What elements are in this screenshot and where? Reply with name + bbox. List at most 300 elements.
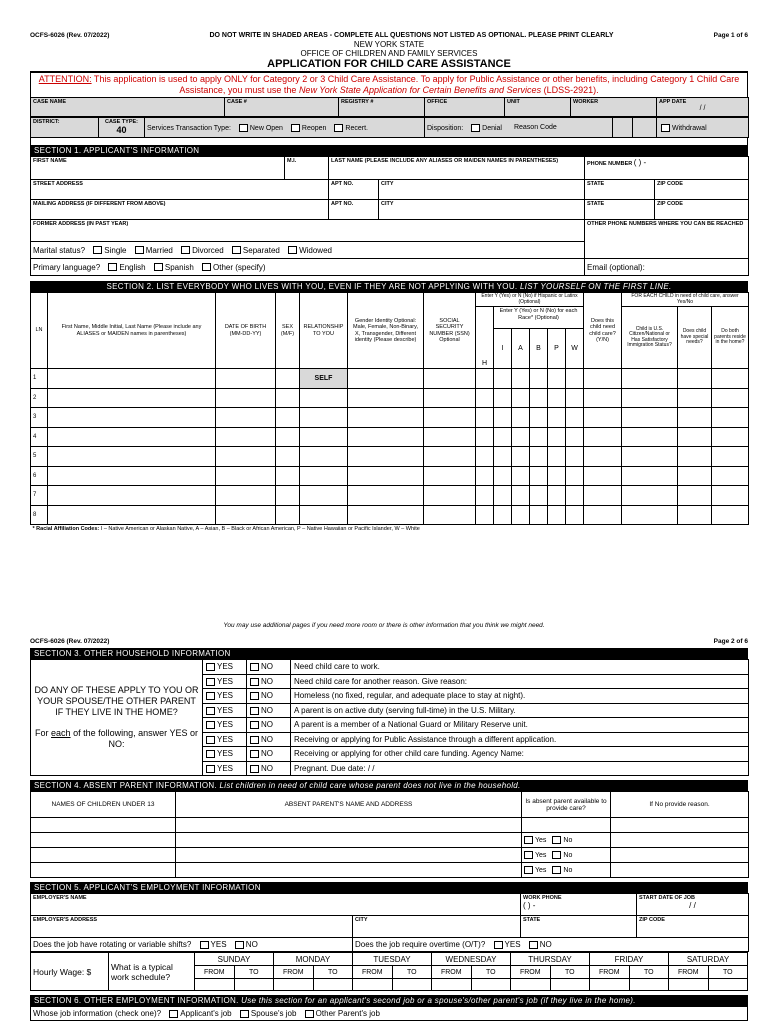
available-no-checkbox[interactable] [552, 851, 561, 859]
household-cell[interactable] [348, 369, 424, 389]
case-no-cell[interactable] [225, 98, 339, 117]
household-cell[interactable] [216, 486, 276, 506]
email-field[interactable] [585, 259, 749, 276]
household-cell[interactable] [566, 388, 584, 408]
household-cell[interactable] [678, 369, 712, 389]
rotating-no-checkbox[interactable] [235, 941, 244, 949]
yes-option [203, 689, 247, 704]
household-cell[interactable] [300, 408, 348, 428]
household-cell[interactable] [216, 447, 276, 467]
household-cell[interactable] [622, 427, 678, 447]
yes-checkbox[interactable] [206, 750, 215, 758]
no-checkbox[interactable] [250, 736, 259, 744]
question-text: A parent is a member of a National Guard or Military Reserve unit. [291, 718, 749, 733]
household-cell[interactable] [424, 486, 476, 506]
mailing-zip-field[interactable] [655, 200, 749, 220]
household-cell[interactable] [48, 486, 216, 506]
yes-checkbox[interactable] [206, 663, 215, 671]
instructions: DO NOT WRITE IN SHADED AREAS - COMPLETE ALL QUESTIONS NOT LISTED AS OPTIONAL. PLEASE PRINT CLEARLY [209, 31, 614, 39]
household-cell[interactable] [276, 369, 300, 389]
household-cell[interactable] [48, 369, 216, 389]
question-text: A parent is on active duty (serving full-time) in the U.S. Military. [291, 703, 749, 718]
household-cell[interactable] [216, 369, 276, 389]
row-number: 8 [31, 505, 48, 525]
household-cell[interactable] [678, 447, 712, 467]
spanish-label: Spanish [164, 262, 194, 272]
yes-option [203, 747, 247, 762]
household-cell[interactable] [494, 486, 512, 506]
household-cell[interactable] [424, 408, 476, 428]
available-no-label: No [563, 836, 573, 844]
household-cell[interactable] [300, 427, 348, 447]
work-phone-field[interactable] [521, 894, 637, 916]
reason-code-box-1[interactable] [613, 118, 633, 138]
household-cell[interactable] [712, 427, 749, 447]
household-cell[interactable] [216, 427, 276, 447]
absent-parent-cell[interactable] [176, 833, 522, 848]
other-parent-job-label: Other Parent's job [315, 1009, 380, 1018]
services-type-cell [145, 118, 425, 138]
household-cell[interactable] [348, 486, 424, 506]
household-cell[interactable] [276, 408, 300, 428]
other-phone-field[interactable] [585, 220, 749, 242]
mailing-state-label: STATE [587, 201, 605, 207]
household-cell[interactable] [494, 427, 512, 447]
office-label: OFFICE [427, 99, 448, 105]
employer-city-field[interactable] [353, 916, 521, 938]
household-cell[interactable] [566, 369, 584, 389]
section1-title: SECTION 1. APPLICANT'S INFORMATION [30, 145, 748, 156]
household-cell[interactable] [678, 466, 712, 486]
married-checkbox[interactable] [135, 246, 144, 254]
to-time-cell[interactable] [629, 979, 669, 991]
recert-checkbox[interactable] [334, 124, 343, 132]
household-cell[interactable] [276, 486, 300, 506]
mailing-apt-field[interactable] [329, 200, 379, 220]
household-cell[interactable] [712, 486, 749, 506]
sub-post: of the following, answer YES or NO: [70, 728, 198, 749]
household-cell[interactable] [476, 408, 494, 428]
section6-title-text: SECTION 6. OTHER EMPLOYMENT INFORMATION. [34, 996, 242, 1005]
household-cell[interactable] [584, 447, 622, 467]
household-cell[interactable] [678, 408, 712, 428]
household-cell[interactable] [512, 408, 530, 428]
household-cell[interactable] [530, 369, 548, 389]
other-parent-job-checkbox[interactable] [305, 1010, 314, 1018]
household-cell[interactable] [530, 486, 548, 506]
household-cell[interactable] [712, 388, 749, 408]
page2-header [30, 636, 748, 646]
household-cell[interactable] [512, 486, 530, 506]
no-checkbox[interactable] [250, 663, 259, 671]
rotating-no-label: NO [245, 940, 258, 949]
household-cell[interactable] [678, 427, 712, 447]
reason-cell[interactable] [611, 833, 749, 848]
col-race-b: B [530, 329, 548, 369]
mailing-label: MAILING ADDRESS (IF DIFFERENT FROM ABOVE) [33, 201, 166, 207]
start-date-field[interactable] [637, 894, 749, 916]
worker-cell[interactable] [571, 98, 657, 117]
household-cell[interactable] [300, 486, 348, 506]
household-cell[interactable] [584, 388, 622, 408]
household-cell[interactable] [424, 466, 476, 486]
household-cell[interactable] [712, 369, 749, 389]
household-cell[interactable] [584, 466, 622, 486]
unit-cell[interactable] [505, 98, 571, 117]
household-cell[interactable] [348, 447, 424, 467]
mi-field[interactable] [285, 157, 329, 180]
household-cell[interactable] [476, 427, 494, 447]
no-option [247, 674, 291, 689]
reason-cell[interactable] [611, 848, 749, 863]
phone-format: ( ) - [633, 158, 647, 167]
section6-table [30, 1006, 748, 1021]
household-cell[interactable] [512, 369, 530, 389]
day-header: THURSDAY [511, 953, 590, 966]
from-time-cell[interactable] [353, 979, 393, 991]
row-number: 7 [31, 486, 48, 506]
other-phone-continued[interactable] [585, 242, 749, 259]
section6-title-italic: Use this section for an applicant's second job or a spouse's/other parent's job (if they live in the home). [241, 996, 636, 1005]
household-cell[interactable] [678, 486, 712, 506]
household-cell[interactable] [566, 505, 584, 525]
household-cell[interactable] [300, 388, 348, 408]
household-row [31, 486, 749, 506]
col-race: Enter Y (Yes) or N (No) for each Race* (Optional) [494, 307, 584, 329]
new-open-checkbox[interactable] [239, 124, 248, 132]
household-cell[interactable] [548, 486, 566, 506]
household-cell[interactable] [566, 466, 584, 486]
overtime-row [353, 938, 749, 952]
admin-table-2 [30, 117, 749, 138]
household-cell[interactable] [276, 447, 300, 467]
available-yes-checkbox[interactable] [524, 851, 533, 859]
district-cell[interactable] [31, 118, 99, 138]
district-label: DISTRICT: [33, 119, 60, 125]
household-cell[interactable] [48, 427, 216, 447]
household-cell[interactable] [300, 505, 348, 525]
household-cell[interactable] [566, 427, 584, 447]
household-cell[interactable] [512, 505, 530, 525]
household-cell[interactable] [622, 369, 678, 389]
household-cell[interactable] [566, 408, 584, 428]
section2-title-text: SECTION 2. LIST EVERYBODY WHO LIVES WITH YOU, EVEN IF THEY ARE NOT APPLYING WITH YOU. [106, 282, 520, 291]
household-cell[interactable] [48, 408, 216, 428]
to-time-cell[interactable] [234, 979, 274, 991]
to-time-cell[interactable] [392, 979, 432, 991]
household-cell[interactable] [476, 388, 494, 408]
household-cell[interactable] [216, 388, 276, 408]
no-checkbox[interactable] [250, 678, 259, 686]
mailing-field[interactable] [31, 200, 329, 220]
child-name-cell[interactable] [31, 863, 176, 878]
household-cell[interactable] [712, 505, 749, 525]
household-cell[interactable] [348, 388, 424, 408]
household-cell[interactable] [548, 427, 566, 447]
row-number: 6 [31, 466, 48, 486]
no-checkbox[interactable] [250, 692, 259, 700]
row-number: 2 [31, 388, 48, 408]
case-name-cell[interactable] [31, 98, 225, 117]
household-cell[interactable] [424, 447, 476, 467]
street-field[interactable] [31, 180, 329, 200]
household-cell[interactable] [530, 408, 548, 428]
registry-cell[interactable] [339, 98, 425, 117]
household-cell[interactable] [622, 388, 678, 408]
applicant-job-checkbox[interactable] [169, 1010, 178, 1018]
hourly-wage-field[interactable] [31, 953, 109, 991]
household-cell[interactable] [216, 408, 276, 428]
other-language-checkbox[interactable] [202, 263, 211, 271]
household-cell[interactable] [530, 466, 548, 486]
no-checkbox[interactable] [250, 765, 259, 773]
household-cell[interactable] [622, 408, 678, 428]
zip-field[interactable] [655, 180, 749, 200]
household-cell[interactable] [276, 466, 300, 486]
first-name-field[interactable] [31, 157, 285, 180]
household-cell[interactable] [476, 486, 494, 506]
household-cell[interactable] [48, 466, 216, 486]
reason-cell[interactable] [611, 818, 749, 833]
household-cell[interactable] [348, 505, 424, 525]
yes-checkbox[interactable] [206, 678, 215, 686]
spouse-job-checkbox[interactable] [240, 1010, 249, 1018]
overtime-no-checkbox[interactable] [529, 941, 538, 949]
household-cell[interactable] [512, 447, 530, 467]
household-cell[interactable] [566, 447, 584, 467]
available-no-checkbox[interactable] [552, 866, 561, 874]
child-name-cell[interactable] [31, 818, 176, 833]
schedule-table [30, 952, 748, 991]
no-checkbox[interactable] [250, 750, 259, 758]
from-time-cell[interactable] [669, 979, 709, 991]
whose-job-row [31, 1007, 748, 1021]
household-cell[interactable] [548, 388, 566, 408]
section3-question-text: DO ANY OF THESE APPLY TO YOU OR YOUR SPOUSE/THE OTHER PARENT IF THEY LIVE IN THE HOME? [34, 685, 199, 717]
household-cell[interactable] [48, 505, 216, 525]
household-cell[interactable] [216, 466, 276, 486]
denial-checkbox[interactable] [471, 124, 480, 132]
yes-checkbox[interactable] [206, 721, 215, 729]
available-yes-checkbox[interactable] [524, 836, 533, 844]
col-for-each-child: FOR EACH CHILD in need of child care, answer Yes/No [622, 293, 749, 307]
no-checkbox[interactable] [250, 707, 259, 715]
row-number: 4 [31, 427, 48, 447]
rotating-yes-checkbox[interactable] [200, 941, 209, 949]
divorced-checkbox[interactable] [181, 246, 190, 254]
household-cell[interactable] [530, 447, 548, 467]
reason-cell[interactable] [611, 863, 749, 878]
absent-parent-cell[interactable] [176, 848, 522, 863]
household-cell[interactable] [678, 388, 712, 408]
to-time-cell[interactable] [471, 979, 511, 991]
household-cell[interactable] [530, 427, 548, 447]
household-cell[interactable] [584, 427, 622, 447]
from-time-cell[interactable] [511, 979, 551, 991]
reopen-checkbox[interactable] [291, 124, 300, 132]
col-relationship: RELATIONSHIP TO YOU [300, 293, 348, 369]
spanish-checkbox[interactable] [154, 263, 163, 271]
household-cell[interactable] [276, 505, 300, 525]
household-cell[interactable] [300, 447, 348, 467]
day-header: SUNDAY [195, 953, 274, 966]
household-cell[interactable] [712, 408, 749, 428]
section3-table [30, 659, 749, 776]
from-time-cell[interactable] [590, 979, 630, 991]
household-cell[interactable] [548, 466, 566, 486]
yes-checkbox[interactable] [206, 765, 215, 773]
household-cell[interactable] [512, 466, 530, 486]
section4-title [30, 780, 748, 791]
household-cell[interactable] [548, 369, 566, 389]
household-cell[interactable] [494, 505, 512, 525]
to-time-cell[interactable] [313, 979, 353, 991]
spacer [30, 138, 748, 145]
reason-code-box-2[interactable] [633, 118, 657, 138]
household-cell[interactable] [476, 466, 494, 486]
household-cell[interactable] [712, 466, 749, 486]
widowed-label: Widowed [299, 245, 332, 255]
household-cell[interactable] [276, 427, 300, 447]
household-cell[interactable] [424, 388, 476, 408]
household-cell[interactable] [530, 388, 548, 408]
office-cell[interactable] [425, 98, 505, 117]
household-cell[interactable] [622, 505, 678, 525]
household-cell[interactable] [622, 466, 678, 486]
street-label: STREET ADDRESS [33, 181, 83, 187]
to-time-cell[interactable] [550, 979, 590, 991]
section5-table [30, 893, 749, 952]
employer-name-label: EMPLOYER'S NAME [33, 895, 87, 901]
mailing-city-field[interactable] [379, 200, 585, 220]
denial-label: Denial [482, 124, 502, 132]
attention-link[interactable]: New York State Application for Certain Benefits and Services [298, 85, 542, 95]
available-yes-checkbox[interactable] [524, 866, 533, 874]
employer-state-field[interactable] [521, 916, 637, 938]
overtime-yes-label: YES [504, 940, 521, 949]
household-cell[interactable] [348, 466, 424, 486]
english-checkbox[interactable] [108, 263, 117, 271]
col-name: First Name, Middle Initial, Last Name (Please include any ALIASES or MAIDEN names in parentheses) [48, 293, 216, 369]
household-row [31, 369, 749, 389]
household-cell[interactable] [584, 369, 622, 389]
widowed-checkbox[interactable] [288, 246, 297, 254]
household-cell[interactable] [300, 466, 348, 486]
household-cell[interactable] [512, 388, 530, 408]
household-cell[interactable] [584, 408, 622, 428]
section4-title-text: SECTION 4. ABSENT PARENT INFORMATION. [34, 781, 220, 790]
hourly-wage-label: Hourly Wage: $ [33, 966, 92, 977]
household-cell[interactable] [48, 388, 216, 408]
employer-address-field[interactable] [31, 916, 353, 938]
household-cell[interactable] [548, 505, 566, 525]
app-date-cell[interactable] [657, 98, 749, 117]
household-cell[interactable] [566, 486, 584, 506]
separated-checkbox[interactable] [232, 246, 241, 254]
yes-checkbox[interactable] [206, 707, 215, 715]
household-cell[interactable] [494, 388, 512, 408]
household-cell[interactable] [424, 427, 476, 447]
household-cell[interactable] [48, 447, 216, 467]
question-text: Need child care to work. [291, 660, 749, 675]
household-cell[interactable] [494, 408, 512, 428]
city-field[interactable] [379, 180, 585, 200]
phone-field[interactable] [585, 157, 749, 180]
apt-field[interactable] [329, 180, 379, 200]
child-name-cell[interactable] [31, 848, 176, 863]
household-cell[interactable] [494, 369, 512, 389]
single-checkbox[interactable] [93, 246, 102, 254]
household-cell[interactable] [678, 505, 712, 525]
household-cell[interactable] [712, 447, 749, 467]
schedule-body [31, 953, 748, 991]
employer-city-label: CITY [355, 917, 368, 923]
day-header: SATURDAY [669, 953, 748, 966]
household-cell[interactable] [476, 447, 494, 467]
household-cell[interactable] [348, 408, 424, 428]
from-time-cell[interactable] [432, 979, 472, 991]
row-number: 5 [31, 447, 48, 467]
household-cell[interactable] [424, 505, 476, 525]
child-name-cell[interactable] [31, 833, 176, 848]
household-cell[interactable] [494, 447, 512, 467]
available-no-checkbox[interactable] [552, 836, 561, 844]
household-cell[interactable] [584, 486, 622, 506]
household-cell[interactable] [348, 427, 424, 447]
state-label: STATE [587, 181, 605, 187]
household-cell[interactable] [276, 388, 300, 408]
employer-name-field[interactable] [31, 894, 521, 916]
employer-zip-field[interactable] [637, 916, 749, 938]
overtime-yes-checkbox[interactable] [494, 941, 503, 949]
former-address-field[interactable] [31, 220, 585, 242]
mailing-state-field[interactable] [585, 200, 655, 220]
yes-checkbox[interactable] [206, 692, 215, 700]
rotating-yes-label: YES [210, 940, 227, 949]
household-cell[interactable] [476, 505, 494, 525]
absent-parent-cell[interactable] [176, 863, 522, 878]
from-time-cell[interactable] [274, 979, 314, 991]
last-name-field[interactable] [329, 157, 585, 180]
household-cell[interactable] [548, 447, 566, 467]
household-cell[interactable] [494, 466, 512, 486]
state-field[interactable] [585, 180, 655, 200]
household-cell[interactable] [476, 369, 494, 389]
withdrawal-checkbox[interactable] [661, 124, 670, 132]
household-cell[interactable] [548, 408, 566, 428]
form-page-2 [30, 636, 748, 1021]
household-cell[interactable] [530, 505, 548, 525]
household-cell[interactable] [584, 505, 622, 525]
household-cell[interactable] [424, 369, 476, 389]
absent-parent-cell[interactable] [176, 818, 522, 833]
household-cell[interactable] [622, 486, 678, 506]
household-cell[interactable] [512, 427, 530, 447]
no-checkbox[interactable] [250, 721, 259, 729]
to-time-cell[interactable] [708, 979, 748, 991]
sub-pre: For [35, 728, 52, 738]
household-cell[interactable] [622, 447, 678, 467]
col-race-w: W [566, 329, 584, 369]
yes-checkbox[interactable] [206, 736, 215, 744]
household-cell[interactable] [216, 505, 276, 525]
from-header: FROM [432, 966, 472, 979]
household-row [31, 505, 749, 525]
zip-label: ZIP CODE [657, 181, 683, 187]
separated-label: Separated [242, 245, 280, 255]
absent-parent-row [31, 863, 749, 878]
from-time-cell[interactable] [195, 979, 235, 991]
